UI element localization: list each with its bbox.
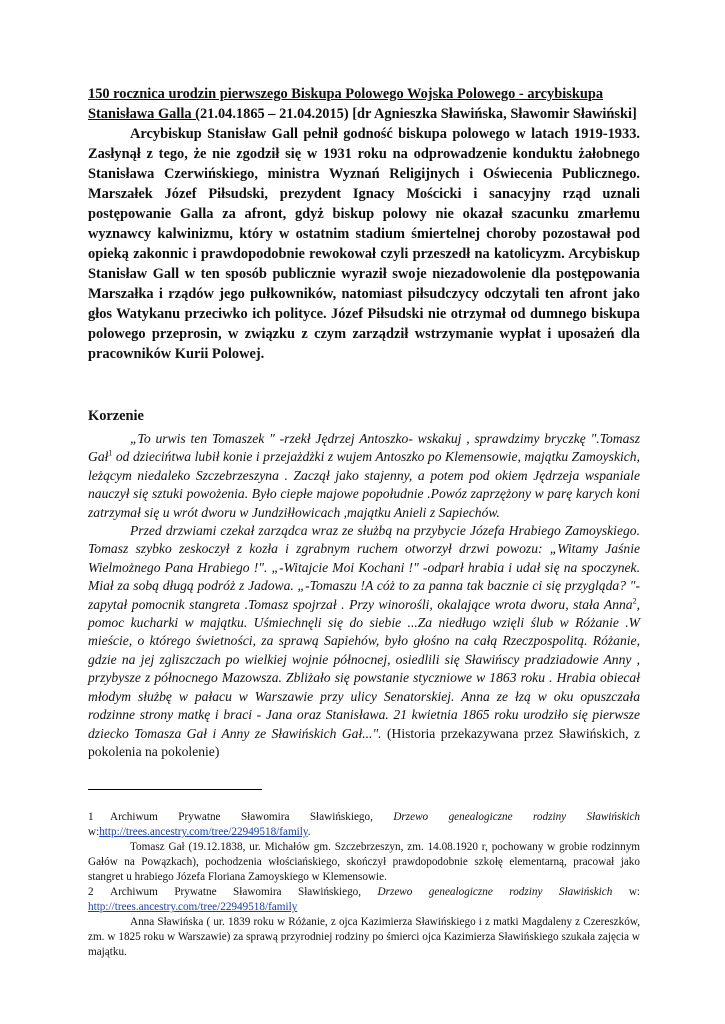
footnote-1-note: Tomasz Gał (19.12.1838, ur. Michałów gm. Szczebrzeszyn, zm. 14.08.1920 r, pochowany w grobie rodzinnym Gałów na Powązkach), pochodzenia włościańskiego, skończył prawdopodobnie szkołę elementarną, pracował jako stangret u hrabiego Józefa Floriana Zamoyskiego w Klemensowie. [88, 841, 640, 884]
footnote-2-note: Anna Sławińska ( ur. 1839 roku w Różanie, z ojca Kazimierza Sławińskiego i z matki Magdaleny z Czereszków, zm. w 1825 roku w Warszawie) za sprawą przyrodniej rodziny po śmierci ojca Kazimierza Sławińskiego szukała zajęcia w majątku. [88, 916, 640, 959]
footnote-separator [88, 789, 262, 790]
footnote-2-source-title: Drzewo genealogiczne rodziny Sławińskich [377, 886, 613, 899]
para2-text-c: (Historia przekazywana przez Sławińskich, z pokolenia na pokolenie) [88, 725, 640, 759]
para2-text-b: , pomoc kucharki w majątku. Uśmiechnęli się do siebie ...Za niedługo wzięli ślub w Różanie .W mieście, o którego świetności, za sprawą Sapiehów, było głośno na całą Rzeczpospolitą. Różanie, gdzie na jej zgliszczach po wielkiej wojnie północnej, osiedlili się Sławińscy pradziadowie Anny , przybysze z północnego Mazowsza. Zbliżało się powstanie styczniowe w 1863 roku . Hrabia obiecał młodym służbę w pałacu w Warszawie przy ulicy Senatorskiej. Anna ze łzą w oku opuszczała rodzinne strony matkę i braci - Jana oraz Stanisława. 21 kwietnia 1865 roku urodziło się pierwsze dziecko Tomasza Gał i Anny ze Sławińskich Gał...". [88, 596, 640, 741]
body-paragraph-1 [88, 430, 640, 522]
footnote-1-source-text: Archiwum Prywatne Sławomira Sławińskiego, [110, 811, 394, 824]
article-title-underlined: 150 rocznica urodzin pierwszego Biskupa Polowego Wojska Polowego - arcybiskupa Stanisława Galla ( [88, 86, 604, 122]
footnote-1-source [88, 810, 640, 840]
footnote-1-number: 1 [88, 811, 94, 824]
footnote-1-link-end: . [307, 826, 311, 839]
footnote-ref-1[interactable]: 1 [108, 448, 113, 458]
footnote-1-link[interactable]: http://trees.ancestry.com/tree/22949518/family [99, 826, 308, 839]
article-title [88, 84, 640, 124]
footnote-2-source-text: Archiwum Prywatne Sławomira Sławińskiego, [110, 886, 378, 899]
footnote-2-source-w: w: [612, 886, 640, 899]
article-title-rest: 21.04.1865 – 21.04.2015) [dr Agnieszka Sławińska, Sławomir Sławiński] [199, 106, 637, 122]
footnote-2-source [88, 885, 640, 915]
footnote-1-source-w: w: [88, 826, 100, 839]
footnote-2-link[interactable]: http://trees.ancestry.com/tree/22949518/family [88, 901, 298, 914]
footnote-2-number: 2 [88, 886, 94, 899]
footnote-1-source-title: Drzewo genealogiczne rodziny Sławińskich [393, 811, 640, 824]
para2-text-a: Przed drzwiami czekał zarządca wraz ze służbą na przybycie Józefa Hrabiego Zamoyskiego. Tomasz szybko zeskoczył z kozła i zgrabnym ruchem otworzył drzwi powozu: „Witamy Jaśnie Wielmożnego Pana Hrabiego !". „-Witajcie Moi Kochani !" -odparł hrabia i udał się na spoczynek. Miał za sobą długą podróż z Jadowa. „-Tomaszu !A cóż to za panna tak bacznie ci się przygląda? "- zapytał pomocnik stangreta .Tomasz spojrzał . Przy winorośli, okalające wrota dworu, stała Anna [88, 523, 640, 612]
para1-text-b: od dziecińtwa lubił konie i przejażdżki z wujem Antoszko po Klemensowie, majątku Zamoyskich, leżącym niedaleko Szczebrzeszyna . Zaczął jako stajenny, a potem pod okiem Jędrzeja wspaniale nauczył się sztuki powożenia. Było ciepłe majowe popołudnie .Powóz zaprzężony w parę karych koni zatrzymał się u wrót dworu w Jundziłłowicach ,majątku Anieli z Sapiechów. [88, 449, 640, 520]
document-page [88, 84, 640, 960]
footnote-ref-2[interactable]: 2 [632, 596, 637, 606]
para1-text-a: „To urwis ten Tomaszek " -rzekł Jędrzej Antoszko- wskakuj , sprawdzimy bryczkę ".Tomasz Gał [88, 431, 640, 465]
body-paragraph-2 [88, 522, 640, 761]
section-heading: Korzenie [88, 408, 144, 424]
lead-paragraph: Arcybiskup Stanisław Gall pełnił godność biskupa polowego w latach 1919-1933. Zasłynął z tego, że nie zgodził się w 1931 roku na odprowadzenie konduktu żałobnego Stanisława Czerwińskiego, ministra Wyznań Religijnych i Oświecenia Publicznego. Marszałek Józef Piłsudski, prezydent Ignacy Mościcki i sanacyjny rząd uznali postępowanie Galla za afront, gdyż biskup polowy nie okazał szacunku zmarłemu wyznawcy kalwinizmu, który w ostatnim stadium śmiertelnej choroby pozostawał pod opieką zakonnic i prawdopodobnie rewokował czyli przeszedł na katolicyzm. Arcybiskup Stanisław Gall w ten sposób publicznie wyraził swoje niezadowolenie dla postępowania Marszałka i rządów jego pułkowników, natomiast piłsudczycy odczytali ten afront jako głos Watykanu przeciwko ich polityce. Józef Piłsudski nie otrzymał od dumnego biskupa polowego przeprosin, w związku z czym zarządził wstrzymanie wypłat i uposażeń dla pracowników Kurii Polowej. [88, 126, 640, 362]
